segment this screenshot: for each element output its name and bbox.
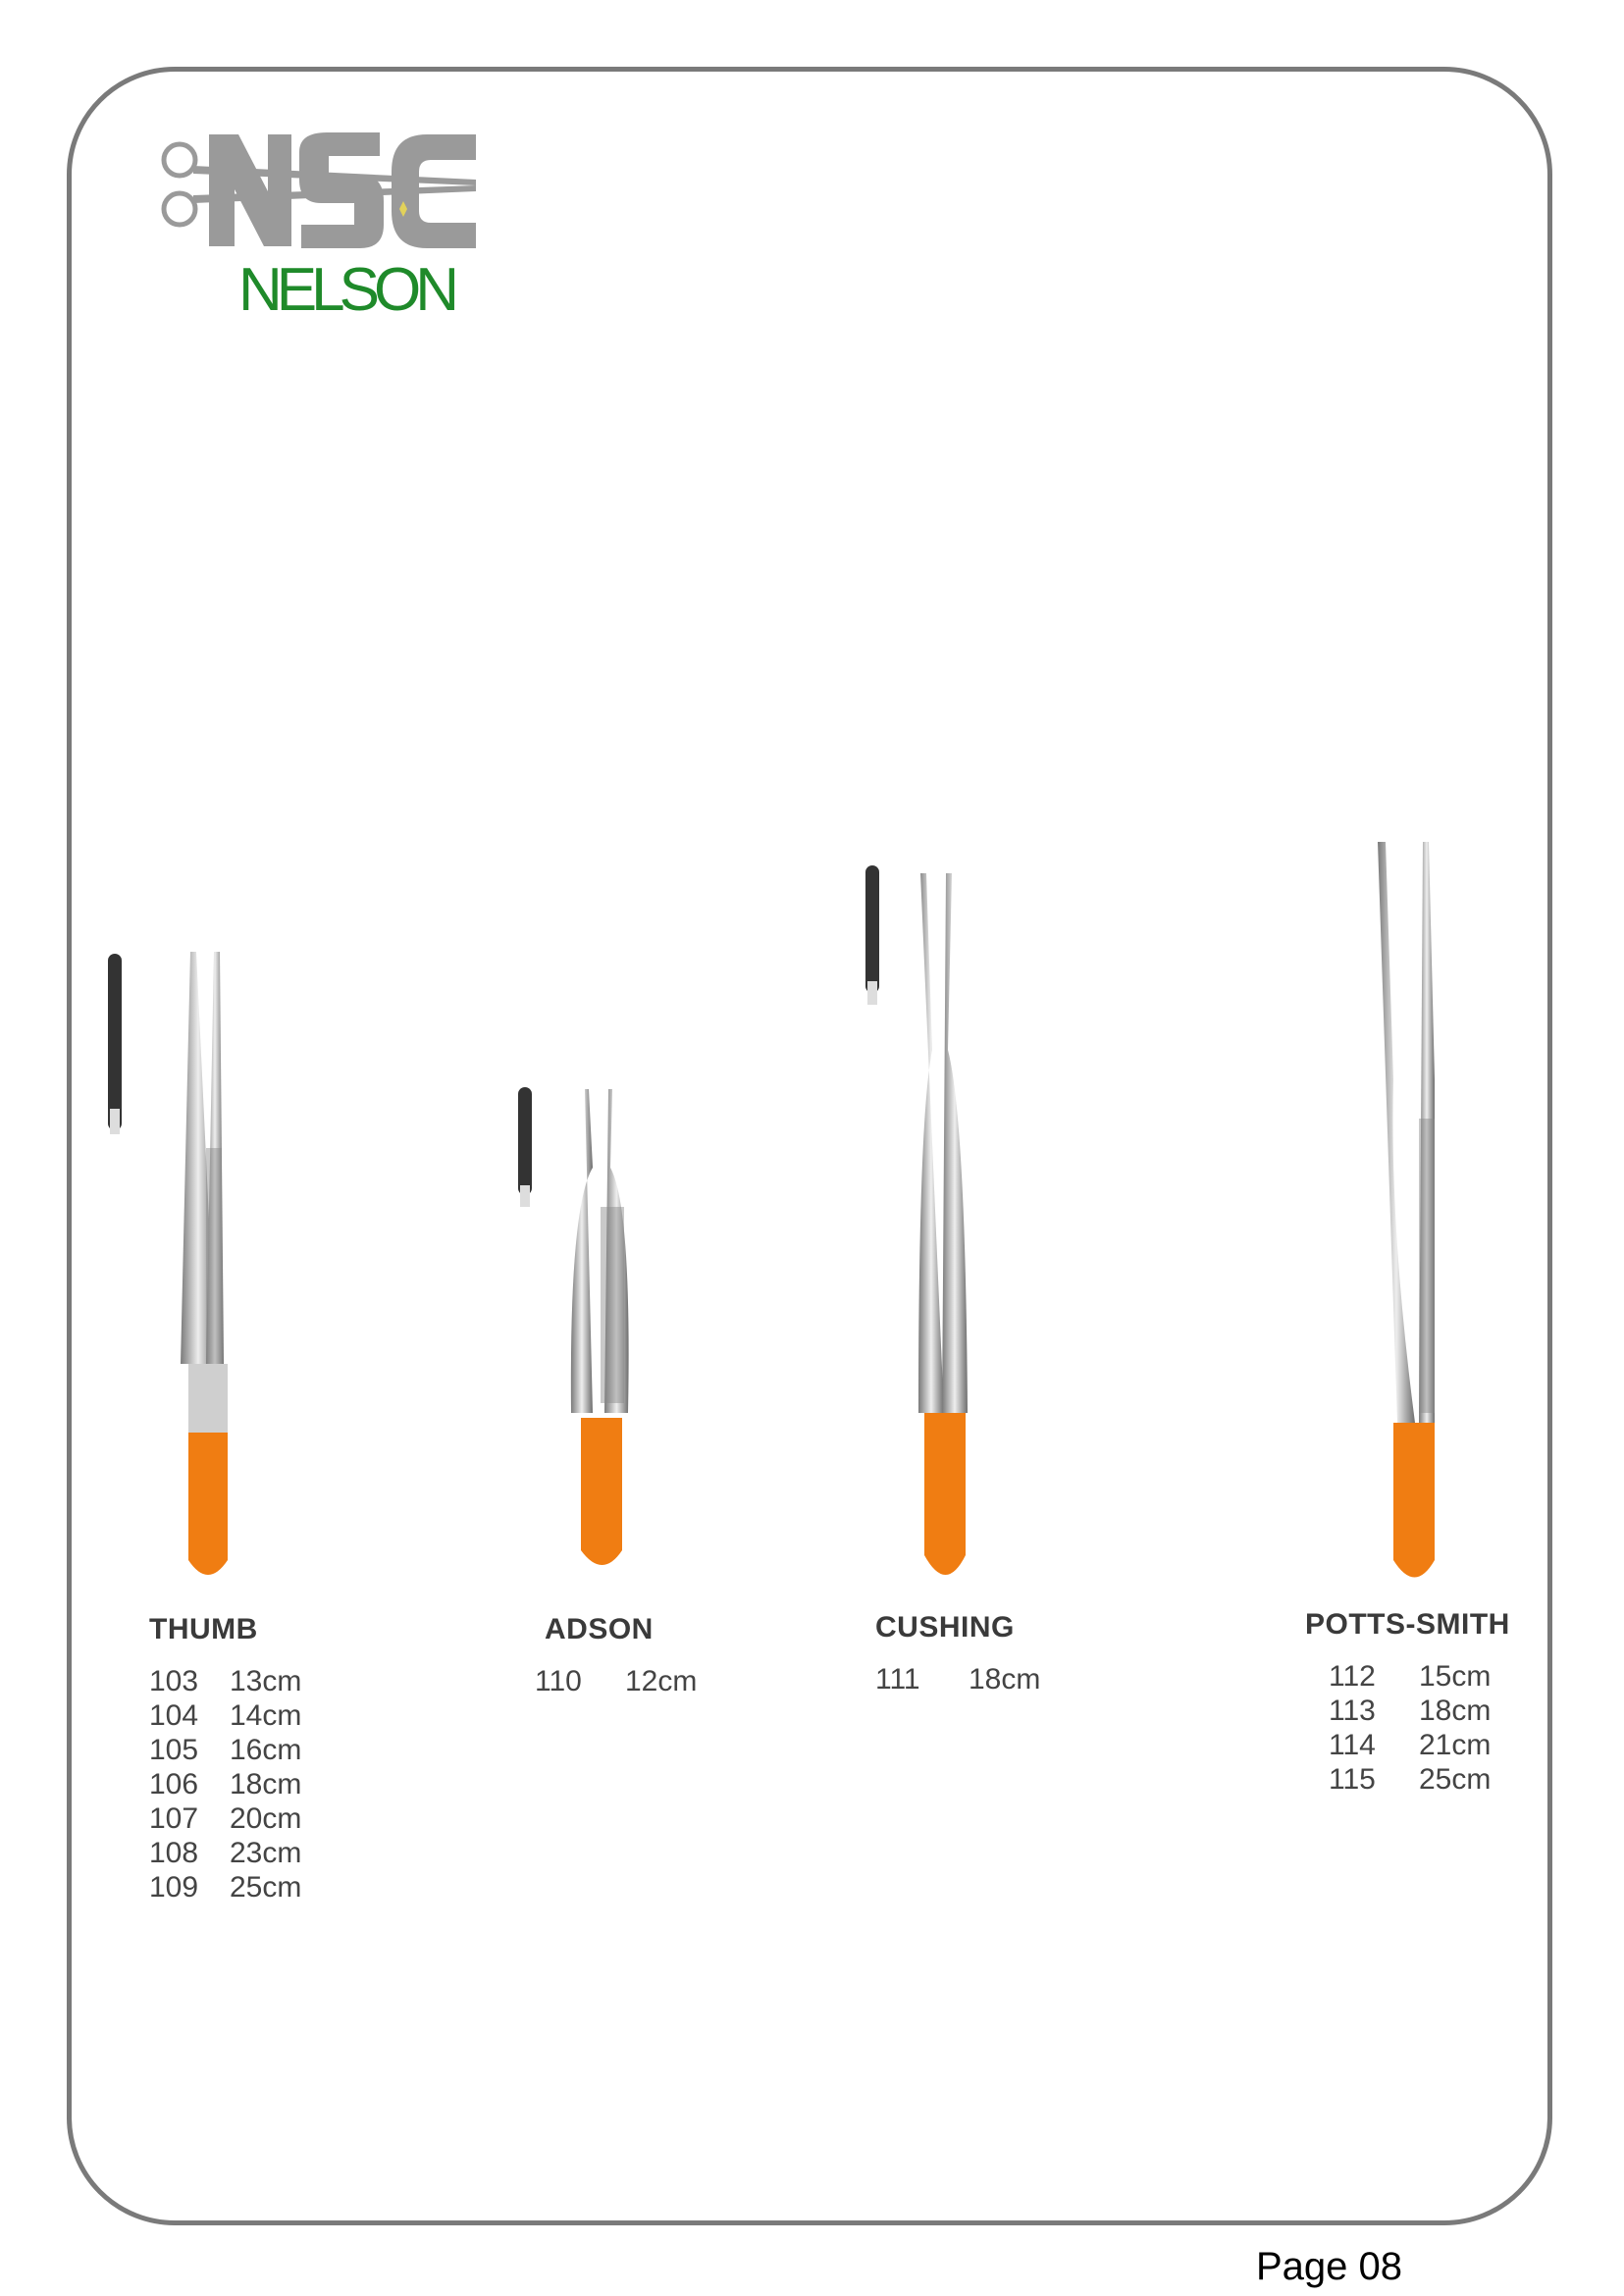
item-code: 114 xyxy=(1329,1729,1376,1761)
item-code: 108 xyxy=(149,1837,199,1869)
page-number: Page 08 xyxy=(1256,2245,1403,2288)
item-code: 112 xyxy=(1329,1660,1376,1693)
list-item xyxy=(149,1836,301,1870)
list-item xyxy=(149,1870,301,1905)
item-size: 23cm xyxy=(230,1837,302,1869)
product-name: ADSON xyxy=(545,1613,654,1645)
item-code: 111 xyxy=(875,1663,920,1696)
adson-forceps-image xyxy=(510,1079,648,1590)
item-size: 25cm xyxy=(230,1871,302,1904)
nsc-logo xyxy=(152,123,486,339)
item-size: 18cm xyxy=(969,1663,1041,1696)
item-code: 107 xyxy=(149,1802,199,1835)
product-potts-smith xyxy=(1305,1610,1510,1797)
list-item xyxy=(149,1767,301,1801)
item-size: 12cm xyxy=(625,1665,698,1697)
list-item xyxy=(1329,1762,1510,1797)
item-size: 18cm xyxy=(230,1768,302,1800)
list-item xyxy=(1329,1728,1510,1762)
list-item xyxy=(149,1733,301,1767)
item-size: 13cm xyxy=(230,1665,302,1697)
product-name: POTTS-SMITH xyxy=(1305,1608,1510,1641)
list-item xyxy=(149,1698,301,1733)
brand-name: NELSON xyxy=(238,256,453,324)
item-size: 16cm xyxy=(230,1734,302,1766)
item-size: 25cm xyxy=(1419,1763,1492,1796)
item-code: 105 xyxy=(149,1734,199,1766)
item-size: 20cm xyxy=(230,1802,302,1835)
item-code: 113 xyxy=(1329,1695,1376,1727)
item-size: 14cm xyxy=(230,1699,302,1732)
list-item xyxy=(875,1662,1040,1696)
cushing-forceps-image xyxy=(854,863,991,1599)
item-size: 18cm xyxy=(1419,1695,1492,1727)
product-thumb xyxy=(149,1615,301,1905)
list-item xyxy=(535,1664,697,1698)
item-code: 109 xyxy=(149,1871,199,1904)
item-code: 106 xyxy=(149,1768,199,1800)
item-code: 103 xyxy=(149,1665,199,1697)
scissors-logo-icon xyxy=(152,123,486,260)
item-code: 115 xyxy=(1329,1763,1376,1796)
product-adson xyxy=(535,1613,698,1698)
thumb-forceps-image xyxy=(98,942,236,1599)
list-item xyxy=(1329,1694,1510,1728)
product-cushing xyxy=(875,1613,1040,1696)
list-item xyxy=(149,1664,301,1698)
product-name: CUSHING xyxy=(875,1611,1015,1644)
item-size: 21cm xyxy=(1419,1729,1492,1761)
product-name: THUMB xyxy=(149,1613,258,1645)
item-code: 104 xyxy=(149,1699,199,1732)
list-item xyxy=(1329,1659,1510,1694)
item-code: 110 xyxy=(535,1665,582,1697)
item-size: 15cm xyxy=(1419,1660,1492,1693)
potts-smith-forceps-image xyxy=(1364,834,1501,1599)
list-item xyxy=(149,1801,301,1836)
